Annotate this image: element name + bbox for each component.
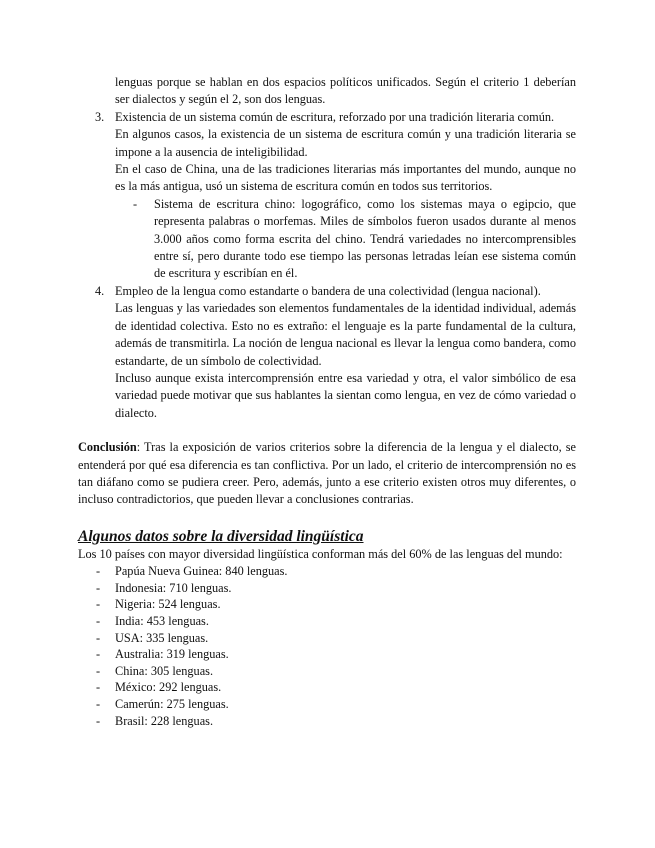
list-item: [78, 679, 576, 696]
list-item-text: Indonesia: 710 lenguas.: [115, 580, 232, 595]
dash-bullet: -: [96, 630, 101, 645]
conclusion-paragraph: [78, 439, 576, 509]
list-item-text: Papúa Nueva Guinea: 840 lenguas.: [115, 564, 288, 579]
sub-item-writing-system: [78, 196, 576, 283]
list-item: [78, 563, 576, 580]
dash-bullet: -: [96, 597, 101, 612]
dash-bullet: -: [96, 564, 101, 579]
dash-bullet: -: [133, 196, 138, 211]
list-item: [78, 696, 576, 713]
conclusion-text: : Tras la exposición de varios criterios sobre la diferencia de la lengua y el dialecto, se entenderá por qué esa diferencia es tan conflictiva. Por un lado, el criterio de intercomprensión no es tan diáfano como se pudiera creer. Pero, además, junto a ese criterio existen otros muy diferentes, o incluso contradictorios, que pueden llevar a conclusiones contrarias.: [78, 440, 576, 507]
list-item-text: India: 453 lenguas.: [115, 613, 209, 628]
list-item: [78, 646, 576, 663]
intro-continuation: lenguas porque se hablan en dos espacios políticos unificados. Según el criterio 1 deberían ser dialectos y según el 2, son dos lenguas.: [115, 75, 576, 107]
sub-item-text: Sistema de escritura chino: logográfico, como los sistemas maya o egipcio, que representa palabras o morfemas. Miles de símbolos fueron usados durante al menos 3.000 años como forma escrita del chino. Tendrá variedades no intercomprensibles entre sí, pero durante todo ese tiempo las personas letradas leían ese sistema común de escritura y escribían en él.: [154, 196, 576, 281]
list-item-text: China: 305 lenguas.: [115, 663, 214, 678]
dash-bullet: -: [96, 647, 101, 662]
list-item-text: USA: 335 lenguas.: [115, 630, 209, 645]
section-lead: Los 10 países con mayor diversidad lingüística conforman más del 60% de las lenguas del mundo:: [78, 546, 563, 561]
item-number: 3.: [95, 109, 105, 124]
list-item-text: México: 292 lenguas.: [115, 680, 222, 695]
item-paragraph: Incluso aunque exista intercomprensión entre esa variedad y otra, el valor simbólico de esa variedad puede motivar que sus hablantes la sientan como lengua, en vez de cómo variedad o dialecto.: [115, 370, 576, 420]
list-item: [78, 713, 576, 730]
dash-bullet: -: [96, 613, 101, 628]
dash-bullet: -: [96, 680, 101, 695]
conclusion-label: Conclusión: [78, 440, 137, 455]
list-item-text: Nigeria: 524 lenguas.: [115, 597, 221, 612]
list-item: [78, 613, 576, 630]
item-paragraph: Las lenguas y las variedades son elementos fundamentales de la identidad individual, además de identidad colectiva. Esto no es extraño: el lenguaje es la parte fundamental de la cultura, además de transmitirla. La noción de lengua nacional es llevar la lengua como bandera, como estandarte, de un símbolo de colectividad.: [115, 301, 576, 368]
numbered-item-4: [78, 283, 576, 422]
list-item: [78, 580, 576, 597]
list-item: [78, 596, 576, 613]
list-item-text: Brasil: 228 lenguas.: [115, 713, 214, 728]
item-paragraph: En algunos casos, la existencia de un sistema de escritura común y una tradición literaria se impone a la ausencia de inteligibilidad.: [115, 127, 576, 159]
list-item: [78, 630, 576, 647]
section-heading: Algunos datos sobre la diversidad lingüística: [78, 527, 364, 545]
numbered-item-3: [78, 109, 576, 196]
dash-bullet: -: [96, 663, 101, 678]
item-title: Empleo de la lengua como estandarte o bandera de una colectividad (lengua nacional).: [115, 283, 541, 298]
dash-bullet: -: [96, 713, 101, 728]
list-item-text: Camerún: 275 lenguas.: [115, 696, 229, 711]
country-list: [78, 563, 576, 729]
dash-bullet: -: [96, 696, 101, 711]
list-item: [78, 663, 576, 680]
item-title: Existencia de un sistema común de escritura, reforzado por una tradición literaria común.: [115, 109, 555, 124]
item-number: 4.: [95, 283, 105, 298]
document-page: [78, 74, 576, 729]
dash-bullet: -: [96, 580, 101, 595]
list-item-text: Australia: 319 lenguas.: [115, 647, 229, 662]
item-paragraph: En el caso de China, una de las tradiciones literarias más importantes del mundo, aunque no es la más antigua, usó un sistema de escritura común en todos sus territorios.: [115, 162, 576, 194]
